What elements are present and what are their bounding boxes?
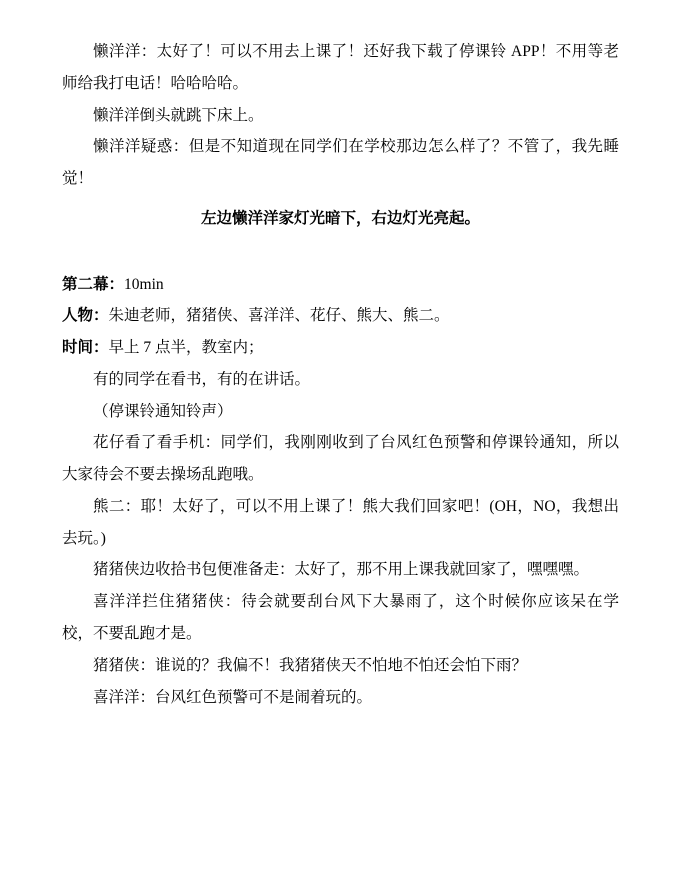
dialogue-xionger: 熊二：耶！太好了，可以不用上课了！熊大我们回家吧！(OH，NO，我想出去玩。): [62, 497, 619, 547]
action-students: 有的同学在看书，有的在讲话。: [93, 370, 311, 388]
scene-time-value: 早上 7 点半，教室内；: [108, 339, 264, 357]
dialogue-lanyangyang-doubt: 懒洋洋疑惑：但是不知道现在同学们在学校那边怎么样了？不管了，我先睡觉！: [62, 138, 619, 188]
dialogue-xiyangyang-warn: 喜洋洋：台风红色预警可不是闹着玩的。: [93, 688, 373, 706]
scene-characters-label: 人物：: [62, 307, 109, 325]
spacer: [62, 195, 619, 203]
scene-time-label: 时间：: [62, 339, 109, 357]
scene-characters: [62, 300, 619, 332]
action-lanyangyang-bed: 懒洋洋倒头就跳下床上。: [93, 106, 264, 124]
scene-heading-act2: [62, 269, 619, 301]
dialogue-zhuzhuxia-pack: 猪猪侠边收拾书包便准备走：太好了，那不用上课我就回家了，嘿嘿嘿。: [93, 561, 590, 579]
scene-heading-act2-value: 10min: [124, 275, 164, 293]
sound-cue-bell: （停课铃通知铃声）: [93, 402, 233, 420]
scene-heading-act2-label: 第二幕：: [62, 275, 125, 293]
spacer: [62, 235, 619, 269]
scene-characters-value: 朱迪老师，猪猪侠、喜洋洋、花仔、熊大、熊二。: [108, 307, 450, 325]
document-body: [62, 36, 619, 713]
dialogue-zhuzhuxia-reply: 猪猪侠：谁说的？我偏不！我猪猪侠天不怕地不怕还会怕下雨？: [93, 656, 528, 674]
dialogue-lanyangyang-1: 懒洋洋：太好了！可以不用去上课了！还好我下载了停课铃 APP！不用等老师给我打电话！哈哈哈哈。: [62, 43, 619, 92]
dialogue-xiyangyang-stop: 喜洋洋拦住猪猪侠：待会就要刮台风下大暴雨了，这个时候你应该呆在学校，不要乱跑才是。: [62, 593, 619, 643]
dialogue-huazai: 花仔看了看手机：同学们，我刚刚收到了台风红色预警和停课铃通知，所以大家待会不要去操场乱跑哦。: [62, 434, 619, 484]
stage-direction-lighting: 左边懒洋洋家灯光暗下，右边灯光亮起。: [200, 209, 480, 227]
scene-time: [62, 332, 619, 364]
